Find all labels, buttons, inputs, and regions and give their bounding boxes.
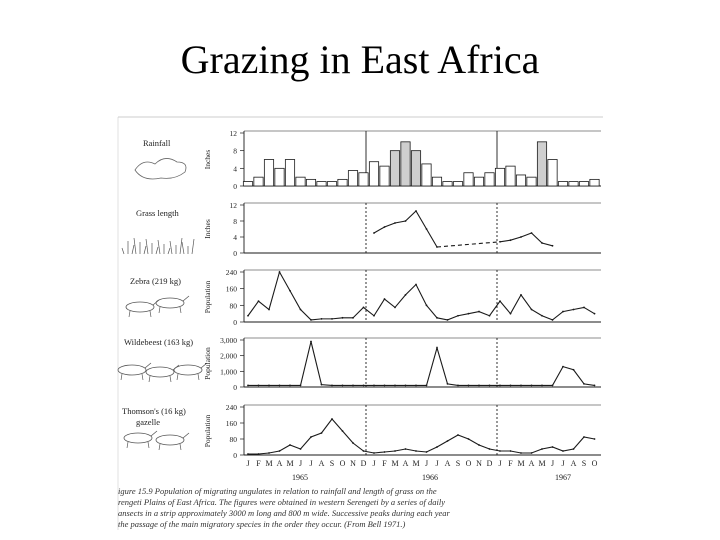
- grass-blade: [134, 238, 136, 254]
- panel-2-series-line-2: [500, 233, 553, 246]
- month-label: J: [561, 459, 565, 468]
- month-label: O: [591, 459, 598, 468]
- month-label: M: [286, 459, 294, 468]
- rainfall-bar-29: [537, 142, 546, 186]
- month-label: M: [412, 459, 420, 468]
- panel-4-point-7: [310, 341, 312, 343]
- month-label: F: [382, 459, 387, 468]
- animal-leg: [170, 376, 171, 382]
- figure-caption-line: the passage of the main migratory species in the order they occur. (From Bell 1971.): [118, 519, 406, 529]
- month-label: S: [455, 459, 461, 468]
- rainfall-bar-1: [243, 182, 252, 186]
- panel-5-point-20: [447, 440, 449, 442]
- panel-3-point-16: [405, 294, 407, 296]
- panel-2-label: Grass length: [136, 208, 179, 218]
- panel-3-point-13: [373, 315, 375, 317]
- panel-2-ytick: 8: [233, 217, 237, 226]
- panel-4-point-3: [268, 385, 270, 387]
- panel-2-point-4: [405, 220, 407, 222]
- panel-2-point-11: [531, 232, 533, 234]
- panel-5-ylabel: Population: [203, 414, 212, 448]
- panel-1-ylabel: Inches: [203, 149, 212, 170]
- panel-3-label: Zebra (219 kg): [130, 276, 181, 286]
- panel-3-point-2: [258, 300, 260, 302]
- rainfall-bar-26: [506, 166, 515, 186]
- panel-5-point-13: [373, 452, 375, 454]
- month-label: F: [508, 459, 513, 468]
- panel-3-point-33: [583, 307, 585, 309]
- panel-3-point-26: [510, 313, 512, 315]
- animal-leg: [180, 444, 181, 450]
- panel-4-point-1: [247, 385, 249, 387]
- panel-5-point-10: [342, 430, 344, 432]
- panel-4-point-30: [552, 385, 554, 387]
- month-label: J: [424, 459, 429, 468]
- year-label: 1965: [292, 473, 308, 482]
- rainfall-bar-27: [516, 175, 525, 186]
- panel-5-point-32: [573, 448, 575, 450]
- panel-3-point-32: [573, 309, 575, 311]
- panel-3-point-7: [310, 319, 312, 321]
- panel-4-point-32: [573, 369, 575, 371]
- month-label: J: [372, 459, 376, 468]
- panel-4-point-4: [279, 385, 281, 387]
- panel-5-ytick: 240: [225, 403, 237, 412]
- month-label: A: [402, 459, 409, 468]
- animal-leg: [129, 311, 130, 317]
- panel-5-point-29: [541, 448, 543, 450]
- panel-4-point-23: [478, 385, 480, 387]
- panel-5-point-9: [331, 418, 333, 420]
- animal-leg: [198, 374, 199, 380]
- panel-5-point-26: [510, 450, 512, 452]
- rainfall-bar-12: [359, 173, 368, 186]
- animal-body: [118, 365, 146, 375]
- panel-5-point-12: [363, 450, 365, 452]
- rainfall-bar-30: [548, 160, 557, 187]
- month-label: S: [329, 459, 335, 468]
- rainfall-bar-3: [264, 160, 273, 187]
- animal-leg: [150, 311, 151, 317]
- month-label: A: [570, 459, 577, 468]
- grass-blade: [168, 248, 170, 254]
- grass-blade: [182, 242, 184, 254]
- panel-4-point-9: [331, 385, 333, 387]
- panel-5-point-27: [520, 452, 522, 454]
- panel-2-ylabel: Inches: [203, 219, 212, 239]
- rainfall-bar-13: [369, 162, 378, 186]
- rainfall-bar-20: [443, 182, 452, 186]
- slide-title: Grazing in East Africa: [180, 37, 540, 82]
- month-label: N: [476, 459, 482, 468]
- panel-5-point-18: [426, 451, 428, 453]
- month-label: J: [435, 459, 439, 468]
- panel-3-point-31: [562, 311, 564, 313]
- panel-4-point-17: [415, 385, 417, 387]
- panel-5-ytick: 80: [229, 435, 237, 444]
- panel-2-series-line: [374, 211, 437, 247]
- panel-5-point-24: [489, 448, 491, 450]
- panel-1-ytick: 8: [233, 146, 237, 156]
- panel-3-ylabel: Population: [203, 280, 212, 314]
- figure-caption-line: ansects in a strip approximately 3000 m long and 800 m wide. Successive peaks during each year: [118, 508, 450, 518]
- panel-5-point-30: [552, 446, 554, 448]
- panel-5-label-cont: gazelle: [136, 417, 161, 427]
- month-label: D: [486, 459, 493, 468]
- grass-blade: [146, 239, 148, 254]
- panel-4-point-24: [489, 385, 491, 387]
- panel-4-point-10: [342, 385, 344, 387]
- rainfall-bar-32: [569, 182, 578, 186]
- panel-2-point-6: [426, 228, 428, 230]
- panel-3-point-29: [541, 315, 543, 317]
- panel-5-point-7: [310, 436, 312, 438]
- panel-5-point-14: [384, 451, 386, 453]
- panel-1-ytick: 12: [229, 129, 237, 138]
- panel-2-point-3: [394, 222, 396, 224]
- panel-5-point-33: [583, 436, 585, 438]
- rainfall-cloud-illustration: [135, 158, 186, 179]
- panel-2-point-7: [436, 246, 438, 248]
- panel-3-point-28: [531, 309, 533, 311]
- rainfall-bar-6: [296, 177, 305, 186]
- panel-3-point-14: [384, 298, 386, 300]
- panel-5-point-3: [268, 452, 270, 454]
- panel-3-point-9: [331, 318, 333, 320]
- panel-5-point-2: [258, 453, 260, 455]
- panel-5-point-16: [405, 448, 407, 450]
- panel-4-point-31: [562, 366, 564, 368]
- panel-5-label: Thomson's (16 kg): [122, 406, 186, 416]
- panel-3-point-8: [321, 318, 323, 320]
- panel-4-point-15: [394, 385, 396, 387]
- panel-4-point-2: [258, 385, 260, 387]
- rainfall-bar-18: [422, 164, 431, 186]
- animal-neck: [151, 431, 157, 436]
- panel-3-point-17: [415, 284, 417, 286]
- panel-4-point-20: [447, 383, 449, 385]
- panel-5-point-23: [478, 444, 480, 446]
- animal-leg: [127, 442, 128, 448]
- grass-blade: [144, 246, 146, 254]
- panel-4-point-12: [363, 385, 365, 387]
- panel-3-point-23: [478, 311, 480, 313]
- panel-5-point-34: [594, 438, 596, 440]
- panel-4-point-29: [541, 385, 543, 387]
- panel-2-point-2: [384, 226, 386, 228]
- panel-4-point-16: [405, 385, 407, 387]
- panel-2-ytick: 4: [233, 233, 237, 242]
- figure-caption-line: igure 15.9 Population of migrating ungulates in relation to rainfall and length of grass on the: [118, 486, 437, 496]
- grass-blade: [156, 247, 158, 254]
- panel-3-point-34: [594, 313, 596, 315]
- rainfall-bar-5: [285, 160, 294, 187]
- panel-4-point-13: [373, 385, 375, 387]
- panel-3-point-1: [247, 315, 249, 317]
- panel-5-point-15: [394, 450, 396, 452]
- month-label: O: [465, 459, 472, 468]
- month-label: J: [550, 459, 555, 468]
- panel-1-ytick: 0: [233, 182, 237, 191]
- rainfall-bar-25: [495, 168, 504, 186]
- panel-4-point-18: [426, 385, 428, 387]
- panel-2-ytick: 0: [233, 249, 237, 258]
- panel-4-point-26: [510, 385, 512, 387]
- animal-leg: [159, 307, 160, 313]
- panel-2-point-13: [552, 245, 554, 247]
- panel-3-point-15: [394, 307, 396, 309]
- panel-2-point-12: [541, 242, 543, 244]
- panel-5-point-5: [289, 444, 291, 446]
- animal-leg: [177, 374, 178, 380]
- animal-body: [124, 433, 152, 443]
- panel-5-point-4: [279, 450, 281, 452]
- panel-4-point-33: [583, 383, 585, 385]
- rainfall-bar-10: [338, 179, 347, 186]
- month-label: S: [581, 459, 587, 468]
- panel-2-point-10: [520, 236, 522, 238]
- rainfall-bar-8: [317, 182, 326, 186]
- panel-4-point-25: [499, 385, 501, 387]
- wildebeest-illustration: [146, 365, 179, 382]
- rainfall-bar-23: [474, 177, 483, 186]
- panel-5-point-22: [468, 438, 470, 440]
- panel-4-point-22: [468, 385, 470, 387]
- panel-4-point-11: [352, 385, 354, 387]
- panel-5-point-19: [436, 446, 438, 448]
- panel-3-point-4: [279, 271, 281, 273]
- panel-3-point-19: [436, 317, 438, 319]
- grass-blade: [132, 245, 134, 254]
- animal-leg: [159, 444, 160, 450]
- panel-3-point-25: [499, 300, 501, 302]
- animal-leg: [121, 374, 122, 380]
- panel-2-point-1: [373, 232, 375, 234]
- panel-3-point-24: [489, 315, 491, 317]
- panel-3-point-3: [268, 309, 270, 311]
- month-label: M: [538, 459, 546, 468]
- animal-leg: [180, 307, 181, 313]
- month-label: M: [391, 459, 399, 468]
- panel-3-series-line: [248, 272, 595, 320]
- grass-blade: [122, 248, 124, 254]
- panel-5-point-21: [457, 434, 459, 436]
- animal-body: [174, 365, 202, 375]
- panel-4-point-27: [520, 385, 522, 387]
- panel-3-point-27: [520, 294, 522, 296]
- panel-5-point-28: [531, 452, 533, 454]
- panel-5-point-1: [247, 453, 249, 455]
- rainfall-bar-24: [485, 173, 494, 186]
- panel-4-ytick: 3,000: [220, 336, 237, 345]
- month-label: F: [256, 459, 261, 468]
- panel-2-series-dashed: [437, 242, 500, 247]
- month-label: J: [298, 459, 303, 468]
- panel-5-point-11: [352, 442, 354, 444]
- rainfall-bar-14: [380, 166, 389, 186]
- rainfall-bar-21: [453, 182, 462, 186]
- year-label: 1967: [555, 473, 571, 482]
- panel-4-ytick: 0: [233, 383, 237, 392]
- panel-3-point-6: [300, 309, 302, 311]
- grass-blade: [180, 238, 182, 254]
- grass-blade: [192, 239, 194, 254]
- panel-2-ytick: 12: [229, 201, 237, 210]
- animal-body: [156, 435, 184, 445]
- panel-3-point-18: [426, 304, 428, 306]
- panel-4-ytick: 1,000: [220, 367, 237, 377]
- panel-4-point-14: [384, 385, 386, 387]
- panel-5-ytick: 160: [225, 419, 237, 428]
- panel-4-label: Wildebeest (163 kg): [124, 337, 194, 347]
- rainfall-bar-31: [558, 182, 567, 186]
- panel-3-point-30: [552, 319, 554, 321]
- animal-leg: [149, 376, 150, 382]
- panel-4-point-21: [457, 385, 459, 387]
- rainfall-bar-22: [464, 173, 473, 186]
- month-label: A: [318, 459, 325, 468]
- panel-4-point-34: [594, 385, 596, 387]
- panel-3-ytick: 0: [233, 318, 237, 327]
- panel-3-ytick: 80: [229, 301, 237, 311]
- panel-5-point-6: [300, 448, 302, 450]
- panel-4-point-28: [531, 385, 533, 387]
- panel-2-point-5: [415, 210, 417, 212]
- animal-neck: [183, 433, 189, 438]
- panel-2-point-9: [510, 239, 512, 241]
- panel-4-point-5: [289, 385, 291, 387]
- animal-neck: [183, 296, 189, 301]
- panel-4-point-6: [300, 385, 302, 387]
- animal-leg: [148, 442, 149, 448]
- month-label: J: [498, 459, 502, 468]
- month-label: J: [309, 459, 313, 468]
- rainfall-bar-17: [411, 151, 420, 186]
- zebra-illustration: [156, 296, 189, 313]
- rainfall-bar-4: [275, 168, 284, 186]
- panel-1-ytick: 4: [233, 164, 237, 174]
- month-label: A: [444, 459, 451, 468]
- figure-caption-line: rengeti Plains of East Africa. The figures were obtained in western Serengeti by a series of daily: [118, 497, 445, 507]
- rainfall-bar-7: [306, 179, 315, 186]
- rainfall-bar-9: [327, 182, 336, 186]
- zebra-illustration: [126, 300, 159, 317]
- grass-blade: [170, 241, 172, 254]
- panel-4-point-8: [321, 384, 323, 386]
- panel-5-ytick: 0: [233, 451, 237, 460]
- panel-1-label: Rainfall: [143, 138, 171, 148]
- month-label: D: [360, 459, 367, 468]
- rainfall-bar-15: [390, 151, 399, 186]
- month-label: J: [246, 459, 250, 468]
- animal-leg: [142, 374, 143, 380]
- panel-3-point-12: [363, 307, 365, 309]
- panel-4-point-19: [436, 347, 438, 349]
- panel-4-ylabel: Population: [203, 347, 212, 380]
- grass-blade: [158, 240, 160, 254]
- panel-3-point-20: [447, 319, 449, 321]
- rainfall-bar-34: [590, 179, 599, 186]
- gazelle-illustration: [124, 431, 157, 448]
- panel-3-point-10: [342, 317, 344, 319]
- panel-5-point-25: [499, 450, 501, 452]
- panel-2-point-8: [499, 241, 501, 243]
- animal-body: [126, 302, 154, 312]
- month-label: N: [350, 459, 356, 468]
- panel-3-ytick: 240: [225, 268, 237, 277]
- rainfall-bar-16: [401, 142, 410, 186]
- month-label: O: [339, 459, 346, 468]
- rainfall-bar-33: [579, 182, 588, 186]
- panel-5-point-8: [321, 432, 323, 434]
- panel-5-point-31: [562, 450, 564, 452]
- panel-3-point-5: [289, 290, 291, 292]
- grass-illustration: [122, 238, 194, 254]
- month-label: M: [517, 459, 525, 468]
- panel-3-point-21: [457, 315, 459, 317]
- rainfall-bar-11: [348, 171, 357, 186]
- month-label: A: [276, 459, 283, 468]
- panel-4-ytick: 2,000: [220, 351, 237, 361]
- year-label: 1966: [422, 473, 438, 482]
- panel-3-ytick: 160: [225, 284, 237, 294]
- rainfall-bar-2: [254, 177, 263, 186]
- panel-5-point-17: [415, 450, 417, 452]
- animal-neck: [145, 363, 151, 368]
- panel-3-point-22: [468, 313, 470, 315]
- gazelle-illustration: [156, 433, 189, 450]
- rainfall-bar-28: [527, 177, 536, 186]
- animal-body: [156, 298, 184, 308]
- month-label: A: [528, 459, 535, 468]
- rainfall-bar-19: [432, 177, 441, 186]
- panel-3-point-11: [352, 317, 354, 319]
- panel-4-series-line: [248, 342, 595, 386]
- animal-body: [146, 367, 174, 377]
- month-label: M: [265, 459, 273, 468]
